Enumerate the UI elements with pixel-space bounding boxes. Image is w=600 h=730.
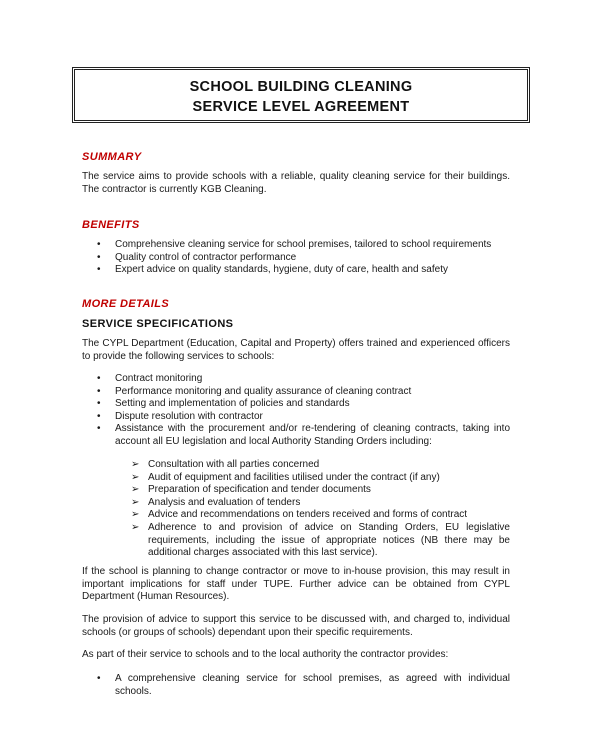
bullet-icon: • — [97, 398, 101, 410]
bullet-icon: • — [97, 423, 101, 435]
tupe-paragraph: If the school is planning to change contractor or move to in-house provision, this may result in important implications for staff under TUPE. Further advice can be obtained from CYPL Department (Human Resources). — [82, 566, 510, 603]
arrow-bullet-icon: ➢ — [131, 521, 140, 533]
list-item-text: Setting and implementation of policies and standards — [115, 398, 350, 410]
more-details-heading: MORE DETAILS — [82, 298, 170, 310]
list-item-text: Advice and recommendations on tenders received and forms of contract — [148, 509, 468, 521]
service-specifications-heading: SERVICE SPECIFICATIONS — [82, 318, 234, 330]
list-item-text: Assistance with the procurement and/or re-tendering of cleaning contracts, taking into account all EU legislation and local Authority Standing Orders including: — [115, 423, 510, 447]
arrow-bullet-icon: ➢ — [131, 459, 140, 470]
benefits-heading: BENEFITS — [82, 219, 140, 231]
bullet-icon: • — [97, 264, 101, 276]
list-item — [82, 252, 510, 265]
benefits-list — [82, 239, 510, 277]
list-item-text: Comprehensive cleaning service for school premises, tailored to school requirements — [115, 239, 492, 250]
arrow-bullet-icon: ➢ — [131, 471, 140, 483]
arrow-bullet-icon: ➢ — [131, 509, 140, 521]
procurement-sub-list — [115, 459, 510, 560]
contractor-provides-paragraph: As part of their service to schools and to the local authority the contractor provides: — [82, 649, 449, 660]
list-item-text: Dispute resolution with contractor — [115, 410, 263, 422]
summary-text: The service aims to provide schools with a reliable, quality cleaning service for their buildings. The contractor is currently KGB Cleaning. — [82, 171, 510, 195]
list-item-text: Adherence to and provision of advice on Standing Orders, EU legislative requirements, including the issue of appropriate notices (NB there may be additional charges associated with this last service). — [148, 521, 510, 559]
list-item-text: Consultation with all parties concerned — [148, 459, 320, 470]
list-item — [82, 398, 510, 411]
bullet-icon: • — [97, 373, 101, 384]
list-item-text: Audit of equipment and facilities utilised under the contract (if any) — [148, 471, 440, 483]
list-item — [115, 472, 510, 485]
list-item — [115, 484, 510, 497]
document-title-line-1: SCHOOL BUILDING CLEANING — [189, 79, 413, 95]
contractor-provides-list — [82, 673, 510, 698]
list-item — [82, 239, 510, 252]
list-item — [115, 497, 510, 510]
list-item — [82, 411, 510, 424]
list-item — [115, 509, 510, 522]
bullet-icon: • — [97, 673, 101, 684]
list-item-text: Expert advice on quality standards, hygiene, duty of care, health and safety — [115, 264, 448, 276]
list-item — [82, 673, 510, 698]
list-item — [82, 264, 510, 277]
list-item — [82, 373, 510, 386]
title-box — [72, 67, 530, 123]
list-item — [115, 459, 510, 472]
document-title-line-2: SERVICE LEVEL AGREEMENT — [192, 99, 410, 115]
list-item — [82, 423, 510, 448]
list-item — [82, 386, 510, 399]
advice-paragraph: The provision of advice to support this service to be discussed with, and charged to, individual schools (or groups of schools) dependant upon their specific requirements. — [82, 614, 510, 638]
arrow-bullet-icon: ➢ — [131, 496, 140, 508]
list-item-text: Contract monitoring — [115, 373, 203, 384]
list-item-text: Performance monitoring and quality assurance of cleaning contract — [115, 385, 412, 397]
list-item-text: Analysis and evaluation of tenders — [148, 496, 301, 508]
bullet-icon: • — [97, 385, 101, 397]
services-list — [82, 373, 510, 449]
summary-heading: SUMMARY — [82, 151, 142, 163]
bullet-icon: • — [97, 410, 101, 422]
specifications-intro: The CYPL Department (Education, Capital and Property) offers trained and experienced officers to provide the following services to schools: — [82, 338, 510, 362]
arrow-bullet-icon: ➢ — [131, 484, 140, 496]
bullet-icon: • — [97, 239, 101, 250]
list-item — [115, 522, 510, 560]
list-item-text: Quality control of contractor performance — [115, 251, 297, 263]
list-item-text: A comprehensive cleaning service for school premises, as agreed with individual schools. — [115, 673, 510, 697]
list-item-text: Preparation of specification and tender documents — [148, 484, 371, 496]
bullet-icon: • — [97, 251, 101, 263]
